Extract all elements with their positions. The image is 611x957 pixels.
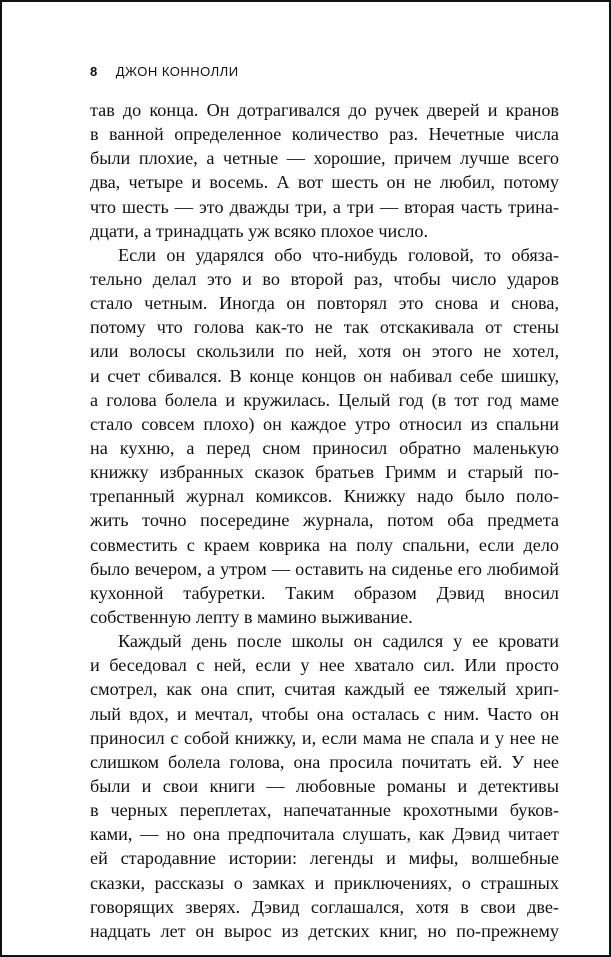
text-line: кухонной табуретки. Таким образом Дэвид вносил: [90, 582, 559, 603]
author-name: ДЖОН КОННОЛЛИ: [115, 64, 239, 79]
text-line: и беседовал с ней, если у нее хватало сил. Или просто: [90, 655, 559, 676]
text-line: сказки, рассказы о замках и приключениях, о страшных: [90, 872, 559, 893]
text-line: собственную лепту в мамино выживание.: [90, 606, 413, 627]
text-line: в ванной определенное количество раз. Нечетные числа: [90, 124, 559, 145]
text-line: ей стародавние истории: легенды и мифы, волшебные: [90, 848, 559, 869]
paragraph: [90, 243, 559, 629]
text-line: на кухню, а перед сном приносил обратно маленькую: [90, 437, 559, 458]
text-line: Каждый день после школы он садился у ее кровати: [118, 631, 559, 652]
text-line: жить точно посередине журнала, потом оба предмета: [90, 510, 559, 531]
text-line: или волосы скользили по ней, хотя он этого не хотел,: [90, 341, 559, 362]
paragraph: [90, 98, 559, 243]
body-text: [90, 98, 559, 943]
text-line: трепанный журнал комиксов. Книжку надо было поло-: [90, 486, 559, 507]
text-line: стало совсем плохо) он каждое утро относил из спальни: [90, 413, 559, 434]
text-line: книжку избранных сказок братьев Гримм и старый по-: [90, 462, 559, 483]
text-line: совместить с краем коврика на полу спальни, если дело: [90, 534, 559, 555]
page-number: 8: [90, 64, 98, 79]
text-line: слишком болела голова, она просила почитать ей. У нее: [90, 751, 559, 772]
text-line: дцати, а тринадцать уж всяко плохое число.: [90, 220, 429, 241]
text-line: надцать лет он вырос из детских книг, но по-прежнему: [90, 920, 559, 941]
text-line: было вечером, а утром — оставить на сиденье его любимой: [90, 558, 559, 579]
paragraph: [90, 629, 559, 943]
text-line: тав до конца. Он дотрагивался до ручек дверей и кранов: [90, 100, 559, 120]
text-line: лый вдох, и мечтал, чтобы она осталась с ним. Часто он: [90, 703, 559, 724]
running-head: [90, 64, 239, 79]
text-line: ками, — но она предпочитала слушать, как Дэвид читает: [90, 824, 559, 845]
text-line: стало четным. Иногда он повторял это снова и снова,: [90, 293, 559, 314]
text-line: в черных переплетах, напечатанные крохотными буков-: [90, 800, 559, 821]
text-line: потому что голова как-то не так отскакивала от стены: [90, 317, 559, 338]
text-line: тельно делал это и во второй раз, чтобы число ударов: [90, 268, 559, 289]
text-line: смотрел, как она спит, считая каждый ее тяжелый хрип-: [90, 679, 559, 700]
text-line: Если он ударялся обо что-нибудь головой, то обяза-: [118, 244, 559, 265]
text-line: приносил с собой книжку, и, если мама не спала и у нее не: [90, 727, 559, 748]
text-line: а голова болела и кружилась. Целый год (в тот год маме: [90, 389, 559, 410]
text-line: были и свои книги — любовные романы и детективы: [90, 775, 559, 796]
text-line: были плохие, а четные — хорошие, причем лучше всего: [90, 148, 559, 169]
text-line: что шесть — это дважды три, а три — вторая часть трина-: [90, 196, 559, 217]
text-line: говорящих зверях. Дэвид соглашался, хотя в свои две-: [90, 896, 559, 917]
text-line: и счет сбивался. В конце концов он набивал себе шишку,: [90, 365, 559, 386]
text-line: два, четыре и восемь. А вот шесть он не любил, потому: [90, 172, 559, 193]
